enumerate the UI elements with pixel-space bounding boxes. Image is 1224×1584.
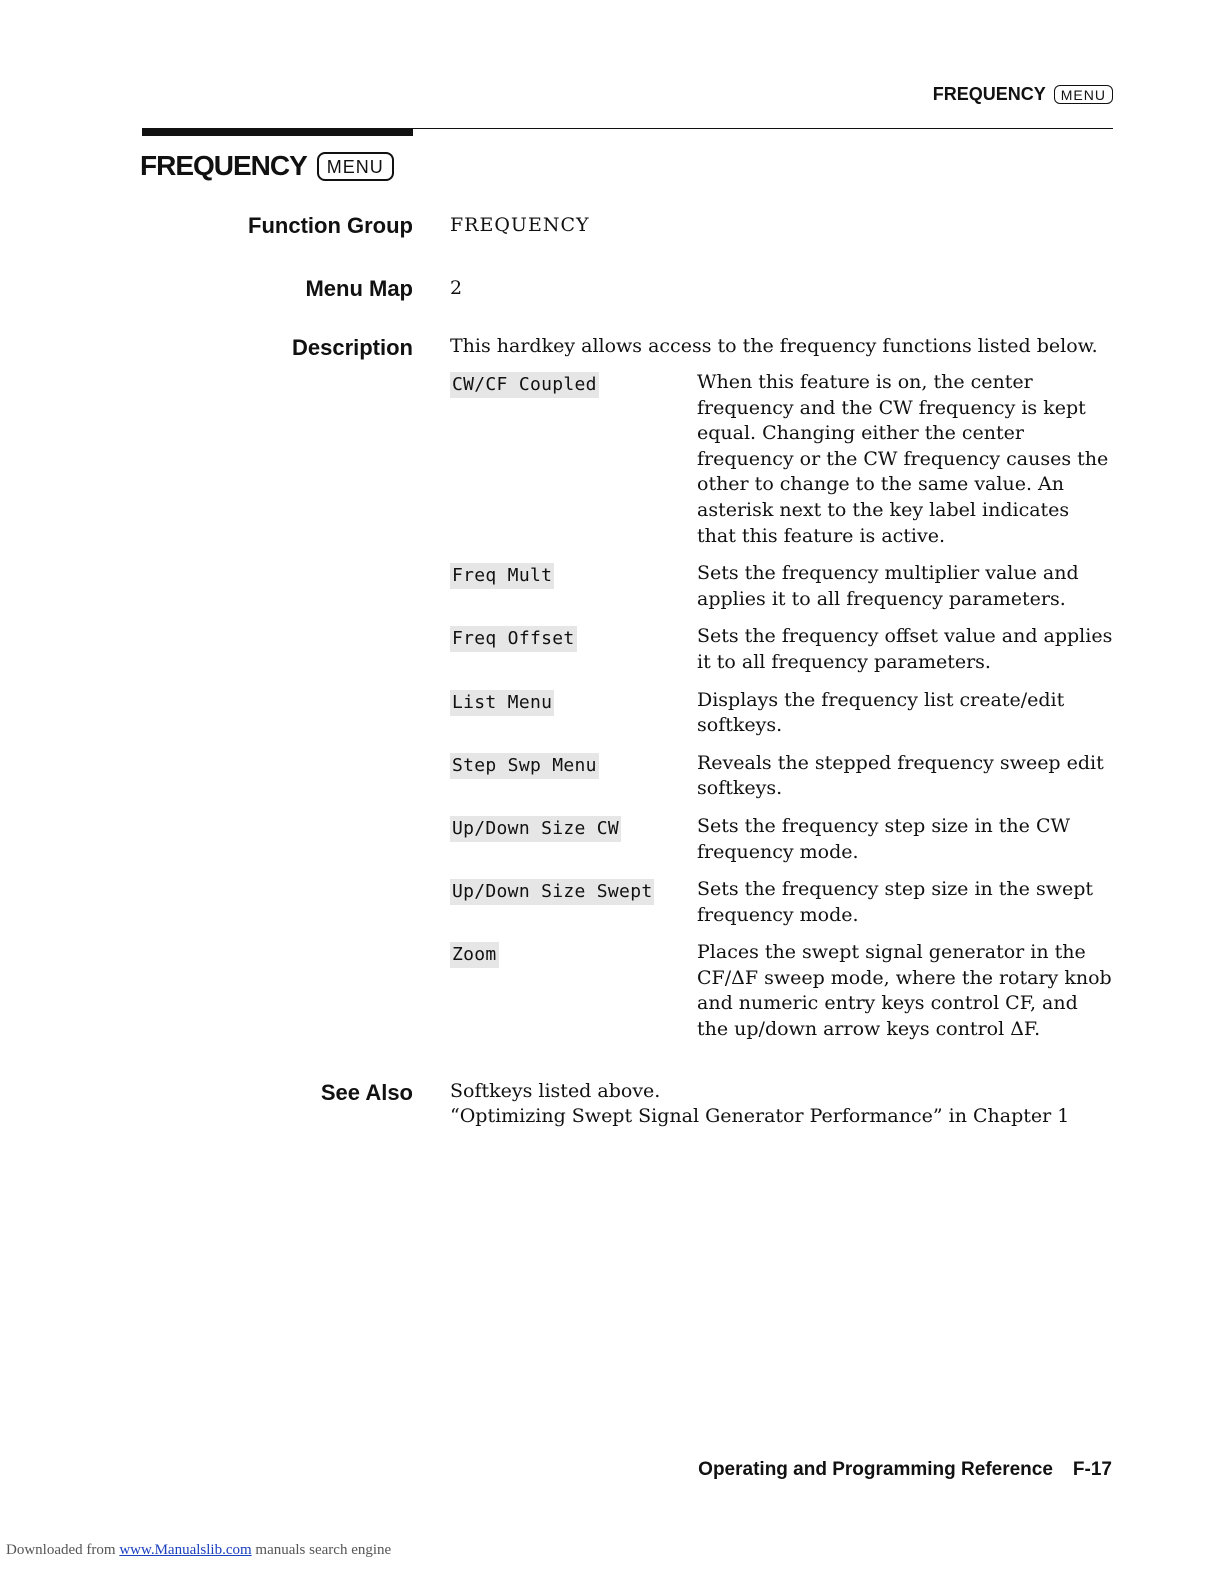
function-group-value: FREQUENCY xyxy=(450,214,590,236)
softkey-up-down-size-swept[interactable]: Up/Down Size Swept xyxy=(450,879,654,905)
see-also-item: “Optimizing Swept Signal Generator Performance” in Chapter 1 xyxy=(450,1105,1070,1127)
menu-hardkey-icon: MENU xyxy=(1054,85,1113,104)
softkey-description: Sets the frequency offset value and applies it to all frequency parameters. xyxy=(697,625,1113,673)
credit-suffix: manuals search engine xyxy=(255,1542,392,1558)
softkey-description: Sets the frequency step size in the swept frequency mode. xyxy=(697,878,1094,926)
footer-page-number: F-17 xyxy=(1072,1459,1112,1480)
softkey-table xyxy=(450,370,1113,1043)
see-also-list xyxy=(450,1079,1069,1129)
running-header xyxy=(933,84,1113,105)
softkey-description: Sets the frequency multiplier value and applies it to all frequency parameters. xyxy=(697,562,1079,610)
softkey-cw-cf-coupled[interactable]: CW/CF Coupled xyxy=(450,372,599,398)
softkey-freq-mult[interactable]: Freq Mult xyxy=(450,563,554,589)
softkey-row xyxy=(450,370,1113,549)
footer-section: Operating and Programming Reference xyxy=(698,1459,1053,1480)
softkey-description: Reveals the stepped frequency sweep edit softkeys. xyxy=(697,751,1104,800)
softkey-zoom[interactable]: Zoom xyxy=(450,942,499,968)
softkey-step-swp-menu[interactable]: Step Swp Menu xyxy=(450,753,599,779)
credit-prefix: Downloaded from xyxy=(6,1542,116,1558)
running-header-title: FREQUENCY xyxy=(932,84,1046,104)
softkey-row xyxy=(450,688,1113,739)
softkey-description: Displays the frequency list create/edit softkeys. xyxy=(697,688,1065,737)
softkey-freq-offset[interactable]: Freq Offset xyxy=(450,626,577,652)
softkey-row xyxy=(450,877,1113,928)
page-footer xyxy=(698,1459,1112,1481)
menu-map-value: 2 xyxy=(450,277,463,299)
softkey-row xyxy=(450,624,1113,675)
see-also-item: Softkeys listed above. xyxy=(450,1080,661,1102)
menu-hardkey-title-icon: MENU xyxy=(317,152,394,181)
description-label: Description xyxy=(291,335,413,360)
softkey-row xyxy=(450,751,1113,802)
header-rule-accent xyxy=(142,128,413,136)
softkey-row xyxy=(450,940,1113,1042)
description-intro: This hardkey allows access to the frequency functions listed below. xyxy=(450,335,1098,357)
softkey-description: When this feature is on, the center frequency and the CW frequency is kept equal. Changing either the center frequency or the CW frequency causes the other to change to the same value. An asterisk next to the key label indicates that this feature is active. xyxy=(697,371,1109,547)
softkey-row xyxy=(450,561,1113,612)
menu-map-label: Menu Map xyxy=(305,276,413,301)
function-group-label: Function Group xyxy=(248,213,413,238)
softkey-list-menu[interactable]: List Menu xyxy=(450,690,554,716)
see-also-label: See Also xyxy=(320,1080,413,1105)
download-credit xyxy=(6,1542,391,1559)
softkey-description: Places the swept signal generator in the CF/ΔF sweep mode, where the rotary knob and numeric entry keys control CF, and the up/down arrow keys control ΔF. xyxy=(697,941,1112,1041)
softkey-description: Sets the frequency step size in the CW frequency mode. xyxy=(697,814,1071,863)
manualslib-link[interactable]: www.Manualslib.com xyxy=(119,1542,252,1558)
page-title xyxy=(140,150,394,182)
softkey-up-down-size-cw[interactable]: Up/Down Size CW xyxy=(450,816,621,842)
softkey-row xyxy=(450,814,1113,865)
page-title-text: FREQUENCY xyxy=(140,150,307,181)
